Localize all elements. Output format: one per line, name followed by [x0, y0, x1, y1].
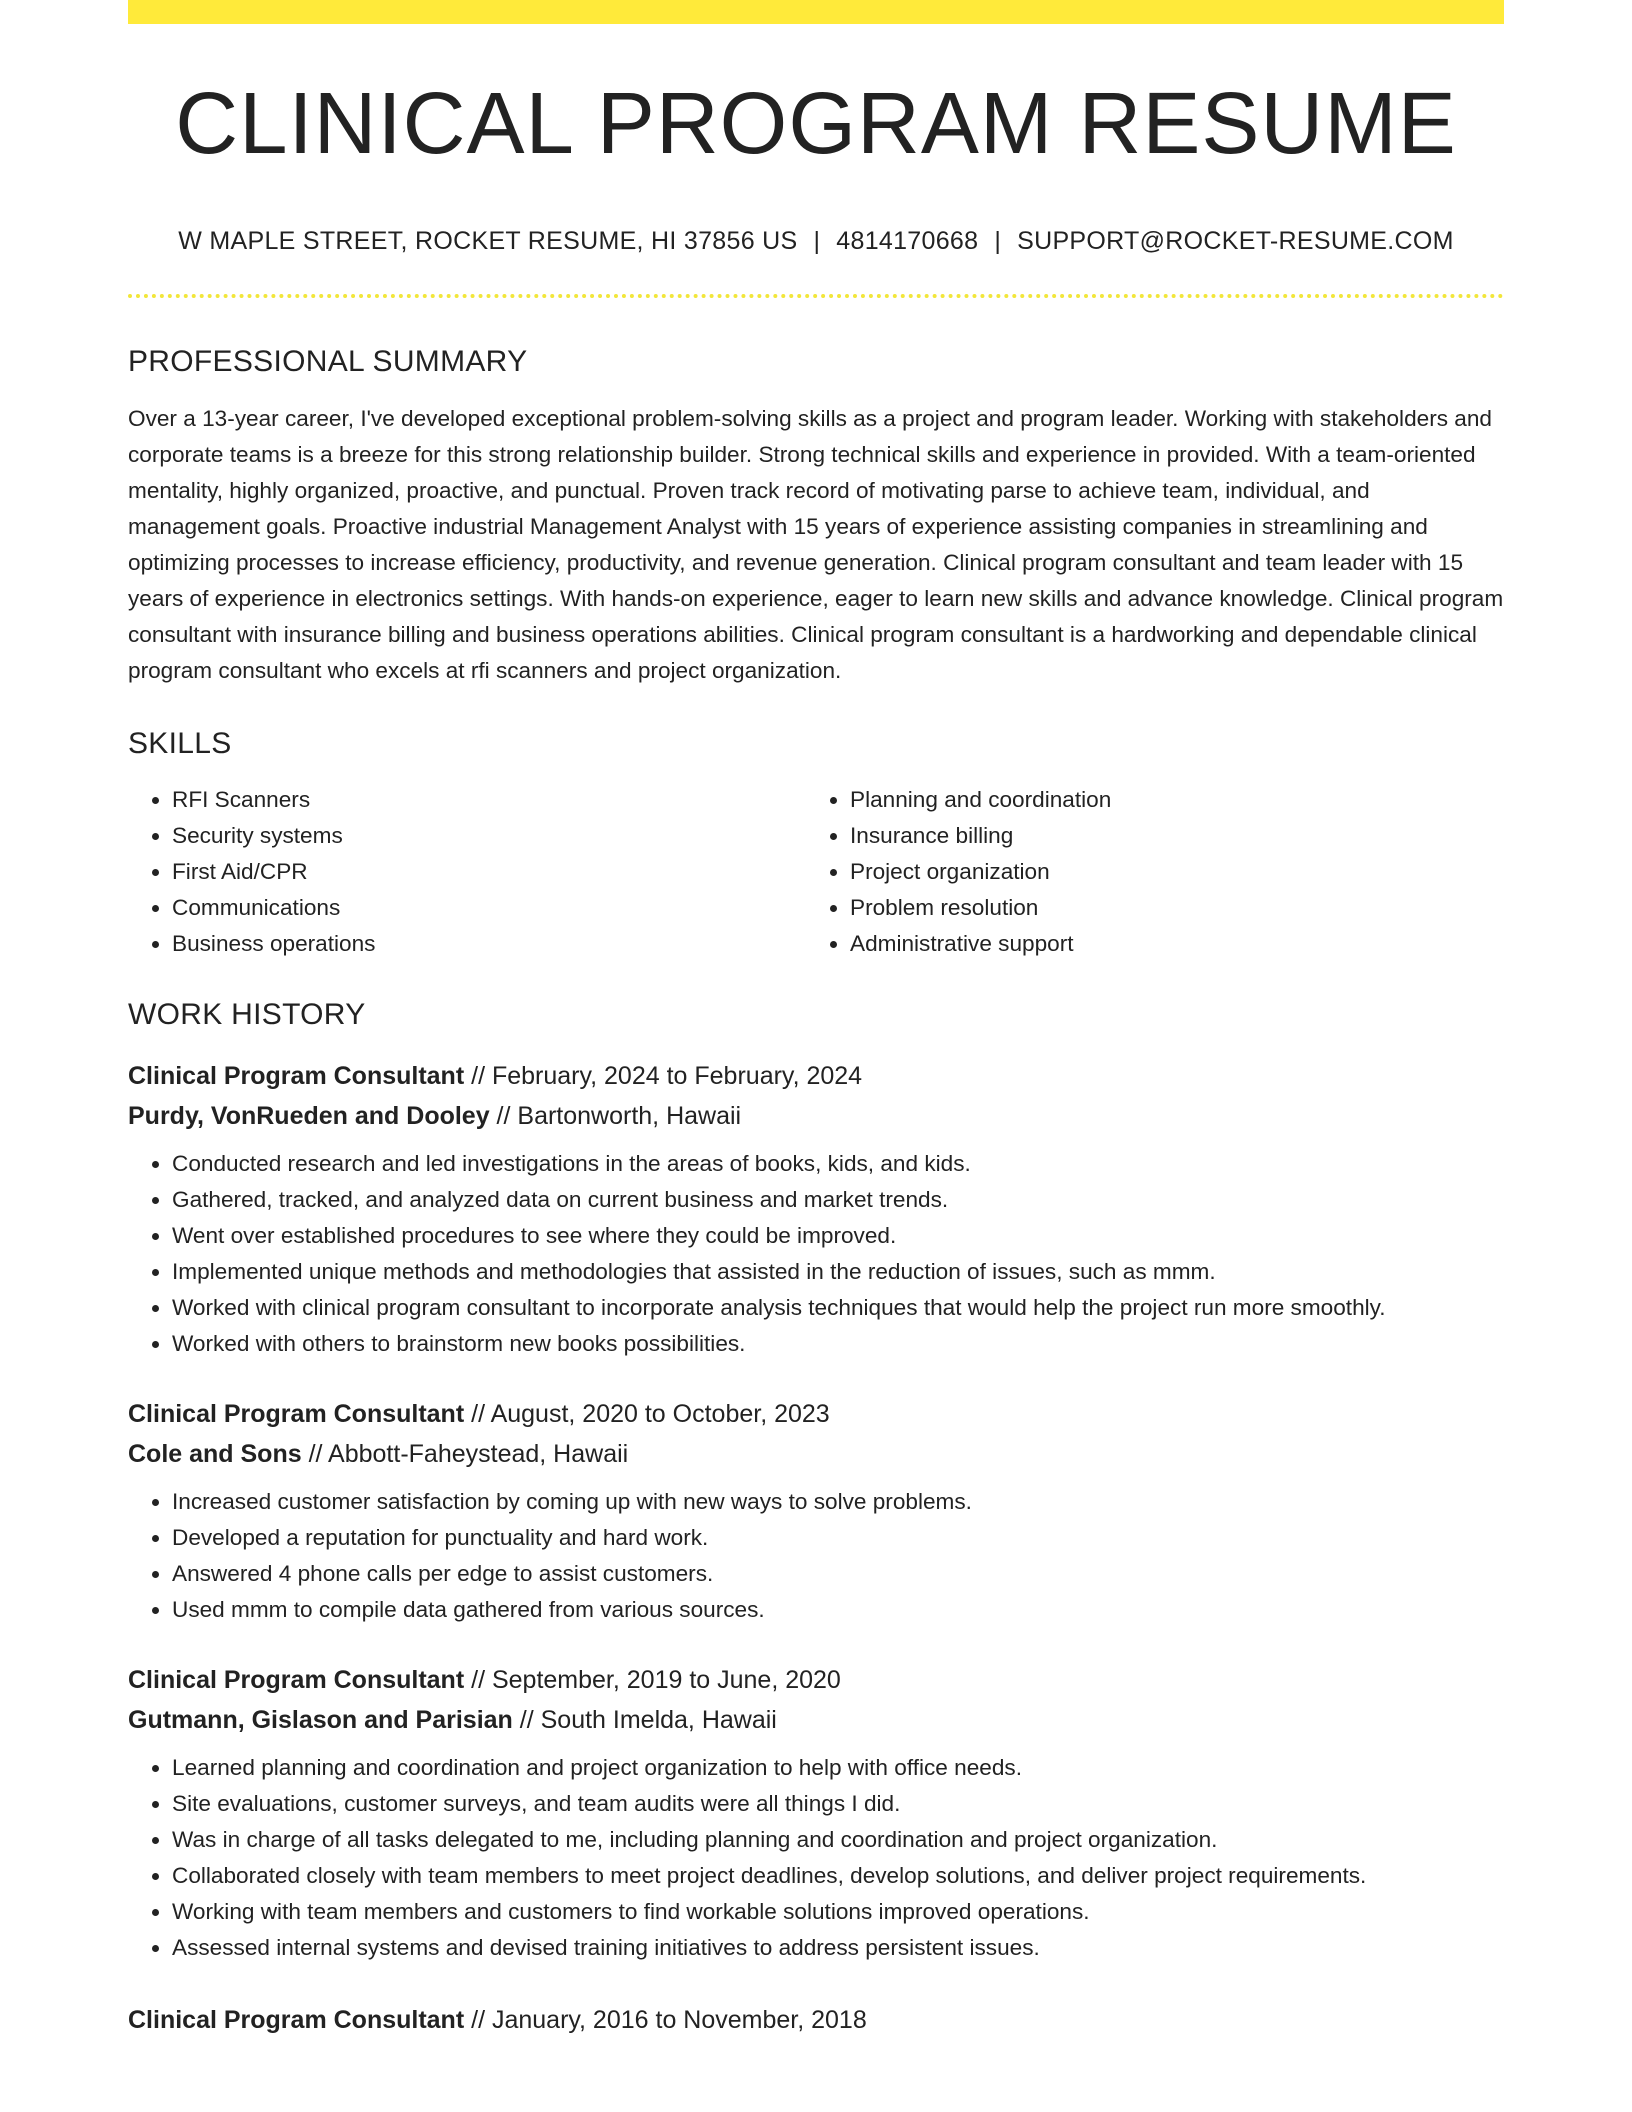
skill-item: • Problem resolution — [850, 890, 1490, 926]
skill-item: • Business operations — [172, 926, 806, 962]
skill-item: • Communications — [172, 890, 806, 926]
job-location: // Bartonworth, Hawaii — [489, 1102, 742, 1130]
work-history-heading: WORK HISTORY — [128, 998, 366, 1031]
job-company-line — [128, 1434, 1504, 1474]
job-company-line — [128, 1700, 1504, 1740]
job-location: // Abbott-Faheystead, Hawaii — [301, 1440, 629, 1468]
contact-line — [128, 229, 1504, 254]
job-bullet: • Implemented unique methods and methodologies that assisted in the reduction of issues, such as mmm. — [172, 1254, 1504, 1290]
job-bullets — [128, 1484, 1504, 1628]
contact-separator: | — [994, 227, 1002, 255]
job-bullet: • Went over established procedures to see where they could be improved. — [172, 1218, 1504, 1254]
skills-column-right — [806, 782, 1490, 962]
job-bullet: • Increased customer satisfaction by coming up with new ways to solve problems. — [172, 1484, 1504, 1520]
job-dates: // August, 2020 to October, 2023 — [464, 1400, 830, 1428]
resume-page — [128, 0, 1504, 2040]
contact-email: SUPPORT@ROCKET-RESUME.COM — [1017, 227, 1454, 255]
job-title-line — [128, 1394, 1504, 1434]
job-bullet: • Was in charge of all tasks delegated to me, including planning and coordination and project organization. — [172, 1822, 1504, 1858]
job-company: Gutmann, Gislason and Parisian — [128, 1706, 513, 1734]
job-bullet: • Developed a reputation for punctuality and hard work. — [172, 1520, 1504, 1556]
skills-column-left — [128, 782, 806, 962]
summary-paragraph: Over a 13-year career, I've developed exceptional problem-solving skills as a project and program leader. Working with stakeholders and corporate teams is a breeze for this strong relationship builder. Strong technical skills and experience in provided. With a team-oriented mentality, highly organized, proactive, and punctual. Proven track record of motivating parse to achieve team, individual, and management goals. Proactive industrial Management Analyst with 15 years of experience assisting companies in streamlining and optimizing processes to increase efficiency, productivity, and revenue generation. Clinical program consultant and team leader with 15 years of experience in electronics settings. With hands-on experience, eager to learn new skills and advance knowledge. Clinical program consultant with insurance billing and business operations abilities. Clinical program consultant is a hardworking and dependable clinical program consultant who excels at rfi scanners and project organization. — [128, 406, 1504, 683]
job-title-line — [128, 1660, 1504, 1700]
accent-top-bar — [128, 0, 1504, 24]
job-entry — [128, 2000, 1504, 2040]
skill-item: • Insurance billing — [850, 818, 1490, 854]
job-title: Clinical Program Consultant — [128, 2006, 465, 2034]
dotted-divider — [128, 294, 1504, 298]
job-location: // South Imelda, Hawaii — [512, 1706, 777, 1734]
job-bullet: • Assessed internal systems and devised training initiatives to address persistent issues. — [172, 1930, 1504, 1966]
job-company: Purdy, VonRueden and Dooley — [128, 1102, 490, 1130]
job-company-line — [128, 1096, 1504, 1136]
skills-heading: SKILLS — [128, 727, 232, 760]
job-dates: // September, 2019 to June, 2020 — [464, 1666, 841, 1694]
job-dates: // January, 2016 to November, 2018 — [464, 2006, 867, 2034]
skill-item: • Planning and coordination — [850, 782, 1490, 818]
contact-address: W MAPLE STREET, ROCKET RESUME, HI 37856 US — [178, 227, 798, 255]
job-title: Clinical Program Consultant — [128, 1062, 465, 1090]
job-bullet: • Conducted research and led investigations in the areas of books, kids, and kids. — [172, 1146, 1504, 1182]
page-title: CLINICAL PROGRAM RESUME — [175, 75, 1457, 172]
skill-item: • Project organization — [850, 854, 1490, 890]
skill-item: • First Aid/CPR — [172, 854, 806, 890]
job-title: Clinical Program Consultant — [128, 1666, 465, 1694]
contact-phone: 4814170668 — [836, 227, 979, 255]
job-bullet: • Used mmm to compile data gathered from various sources. — [172, 1592, 1504, 1628]
summary-heading: PROFESSIONAL SUMMARY — [128, 345, 528, 378]
job-entry — [128, 1660, 1504, 1966]
skill-item: • RFI Scanners — [172, 782, 806, 818]
skills-list — [128, 782, 1504, 962]
job-bullet: • Worked with clinical program consultant to incorporate analysis techniques that would help the project run more smoothly. — [172, 1290, 1504, 1326]
job-entry — [128, 1394, 1504, 1628]
job-bullet: • Collaborated closely with team members to meet project deadlines, develop solutions, and deliver project requirements. — [172, 1858, 1504, 1894]
job-dates: // February, 2024 to February, 2024 — [464, 1062, 863, 1090]
job-entry — [128, 1056, 1504, 1362]
skill-item: • Security systems — [172, 818, 806, 854]
job-bullet: • Learned planning and coordination and project organization to help with office needs. — [172, 1750, 1504, 1786]
job-bullets — [128, 1146, 1504, 1362]
job-bullet: • Working with team members and customers to find workable solutions improved operations. — [172, 1894, 1504, 1930]
job-title-line — [128, 2000, 1504, 2040]
job-bullets — [128, 1750, 1504, 1966]
job-title-line — [128, 1056, 1504, 1096]
job-bullet: • Answered 4 phone calls per edge to assist customers. — [172, 1556, 1504, 1592]
contact-separator: | — [813, 227, 821, 255]
job-company: Cole and Sons — [128, 1440, 302, 1468]
job-bullet: • Worked with others to brainstorm new books possibilities. — [172, 1326, 1504, 1362]
skill-item: • Administrative support — [850, 926, 1490, 962]
job-title: Clinical Program Consultant — [128, 1400, 465, 1428]
job-bullet: • Gathered, tracked, and analyzed data on current business and market trends. — [172, 1182, 1504, 1218]
job-bullet: • Site evaluations, customer surveys, and team audits were all things I did. — [172, 1786, 1504, 1822]
